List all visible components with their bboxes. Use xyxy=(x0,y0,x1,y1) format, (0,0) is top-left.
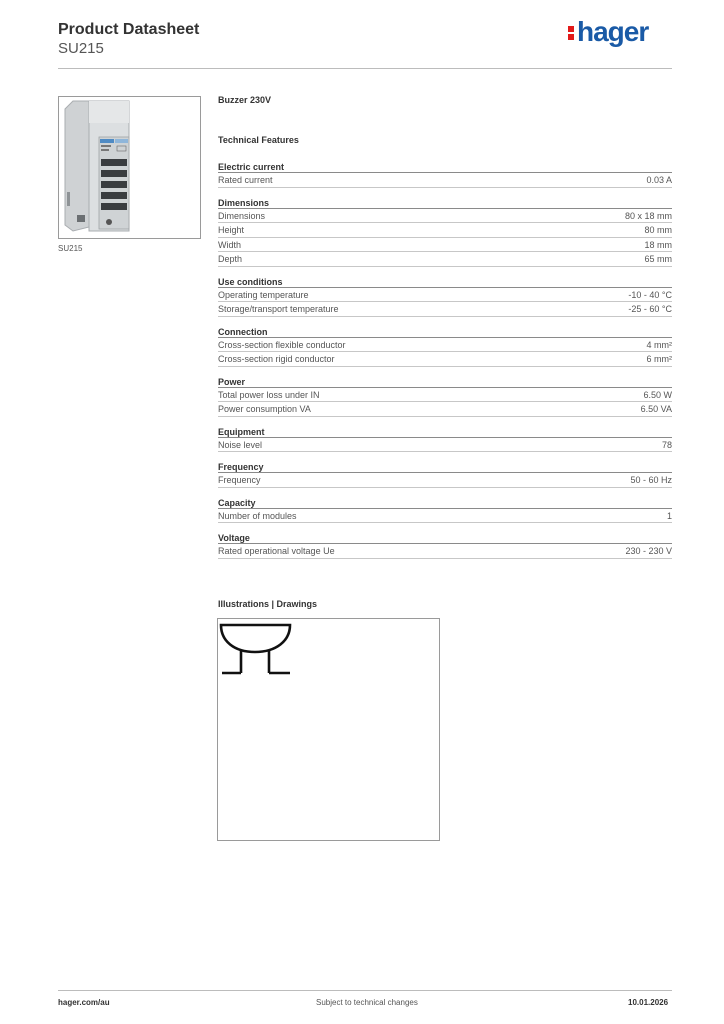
product-name: Buzzer 230V xyxy=(218,95,272,105)
spec-label: Cross-section flexible conductor xyxy=(218,339,346,350)
spec-label: Cross-section rigid conductor xyxy=(218,354,335,364)
spec-row xyxy=(218,338,672,353)
product-code: SU215 xyxy=(58,40,104,57)
spec-row xyxy=(218,209,672,224)
spec-row xyxy=(218,544,672,559)
spec-value: 230 - 230 V xyxy=(625,546,672,556)
spec-row xyxy=(218,252,672,267)
footer-divider xyxy=(58,990,672,991)
spec-row xyxy=(218,288,672,303)
spec-label: Power consumption VA xyxy=(218,404,311,414)
spec-section xyxy=(218,497,672,524)
technical-features-heading: Technical Features xyxy=(218,135,299,145)
footer-website[interactable]: hager.com/au xyxy=(58,998,110,1007)
spec-label: Height xyxy=(218,225,245,235)
spec-value: 80 x 18 mm xyxy=(624,210,672,221)
section-title: Capacity xyxy=(218,497,672,509)
hager-logo xyxy=(568,16,648,48)
section-title: Voltage xyxy=(218,532,672,544)
spec-section xyxy=(218,326,672,367)
spec-row xyxy=(218,388,672,403)
section-title: Electric current xyxy=(218,161,672,173)
spec-value: 0.03 A xyxy=(646,175,672,185)
header-divider xyxy=(58,68,672,69)
spec-row xyxy=(218,238,672,253)
product-image-caption: SU215 xyxy=(58,244,83,253)
spec-value: 18 mm xyxy=(644,239,672,250)
buzzer-device-illustration xyxy=(59,97,200,238)
spec-section xyxy=(218,461,672,488)
spec-row xyxy=(218,438,672,453)
drawing-frame xyxy=(217,618,440,841)
spec-value: 78 xyxy=(661,439,672,450)
spec-label: Total power loss under IN xyxy=(218,389,320,400)
spec-label: Dimensions xyxy=(218,210,266,221)
spec-row xyxy=(218,509,672,524)
spec-label: Operating temperature xyxy=(218,289,309,300)
section-title: Frequency xyxy=(218,461,672,473)
spec-section xyxy=(218,197,672,267)
spec-value: 6.50 W xyxy=(643,389,672,400)
spec-section xyxy=(218,161,672,188)
spec-label: Noise level xyxy=(218,439,263,450)
brand-name: hager xyxy=(577,16,649,47)
footer-date: 10.01.2026 xyxy=(628,998,669,1007)
spec-row xyxy=(218,302,672,317)
footer-notice: Subject to technical changes xyxy=(316,998,418,1007)
spec-value: -10 - 40 °C xyxy=(628,289,672,300)
spec-section xyxy=(218,376,672,417)
section-title: Dimensions xyxy=(218,197,672,209)
section-title: Connection xyxy=(218,326,672,338)
specifications xyxy=(218,95,672,568)
spec-value: -25 - 60 °C xyxy=(628,304,672,314)
spec-label: Depth xyxy=(218,254,243,264)
spec-value: 50 - 60 Hz xyxy=(630,475,672,485)
spec-value: 65 mm xyxy=(644,254,672,264)
page-title: Product Datasheet xyxy=(58,21,200,38)
product-image xyxy=(58,96,201,239)
illustrations-heading: Illustrations | Drawings xyxy=(218,599,318,609)
spec-value: 6.50 VA xyxy=(640,404,672,414)
spec-label: Rated current xyxy=(218,175,273,185)
spec-section xyxy=(218,276,672,317)
section-title: Power xyxy=(218,376,672,388)
spec-row xyxy=(218,352,672,367)
section-title: Equipment xyxy=(218,426,672,438)
spec-value: 6 mm² xyxy=(646,354,672,364)
hager-logo-dots xyxy=(568,23,576,41)
buzzer-symbol-icon xyxy=(218,619,439,840)
spec-row xyxy=(218,473,672,488)
section-title: Use conditions xyxy=(218,276,672,288)
spec-value: 1 xyxy=(666,510,672,521)
spec-label: Rated operational voltage Ue xyxy=(218,546,335,556)
spec-label: Number of modules xyxy=(218,510,297,521)
spec-value: 80 mm xyxy=(644,225,672,235)
spec-label: Storage/transport temperature xyxy=(218,304,339,314)
spec-label: Width xyxy=(218,239,242,250)
spec-row xyxy=(218,402,672,417)
spec-section xyxy=(218,532,672,559)
spec-row xyxy=(218,223,672,238)
spec-section xyxy=(218,426,672,453)
spec-value: 4 mm² xyxy=(646,339,672,350)
spec-row xyxy=(218,173,672,188)
spec-label: Frequency xyxy=(218,475,261,485)
